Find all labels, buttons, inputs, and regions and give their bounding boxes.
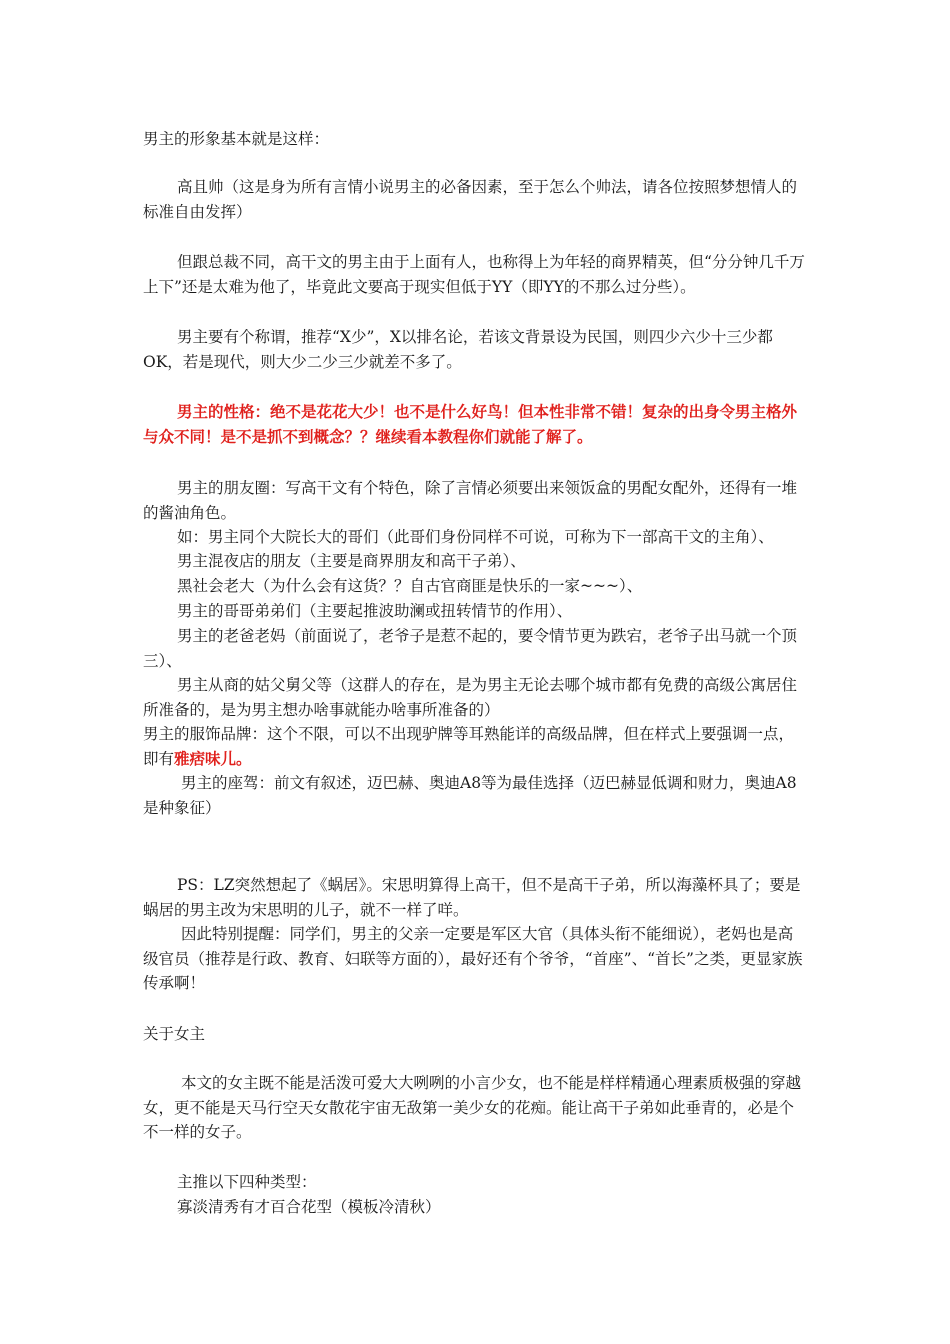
paragraph-parents: 男主的老爸老妈（前面说了，老爷子是惹不起的，要令情节更为跌宕，老爷子出马就一个顶三）、 [143,627,798,670]
paragraph-car: 男主的座驾：前文有叙述，迈巴赫、奥迪A8等为最佳选择（迈巴赫显低调和财力，奥迪A8是种象征） [143,774,797,817]
paragraph-looks: 高且帅（这是身为所有言情小说男主的必备因素，至于怎么个帅法，请各位按照梦想情人的标准自由发挥） [143,178,798,221]
paragraph-title: 男主要有个称谓，推荐“X少”，X以排名论，若该文背景设为民国，则四少六少十三少都OK，若是现代，则大少二少三少就差不多了。 [143,328,773,371]
friends-list-item: 如：男主同个大院长大的哥们（此哥们身份同样不可说，可称为下一部高干文的主角）、 [177,528,774,546]
female-lead-heading: 关于女主 [143,1025,206,1043]
paragraph-types: 主推以下四种类型： [177,1173,317,1191]
male-lead-heading: 男主的形象基本就是这样： [143,130,330,148]
friends-list-item: 男主的哥哥弟弟们（主要起推波助澜或扭转情节的作用）、 [177,602,573,620]
paragraph-type-1: 寡淡清秀有才百合花型（模板冷清秋） [177,1198,441,1216]
paragraph-brand [143,722,808,771]
brand-text: 男主的服饰品牌：这个不限，可以不出现驴牌等耳熟能详的高级品牌，但在样式上要强调一点，即有 [143,725,795,768]
paragraph-relatives: 男主从商的姑父舅父等（这群人的存在，是为男主无论去哪个城市都有免费的高级公寓居住所准备的，是为男主想办啥事就能办啥事所准备的） [143,676,798,719]
brand-highlight: 雅痞味儿。 [174,748,252,768]
paragraph-character: 男主的性格：绝不是花花大少！也不是什么好鸟！但本性非常不错！复杂的出身令男主格外与众不同！是不是抓不到概念？？继续看本教程你们就能了解了。 [143,402,798,446]
friends-list-item: 男主混夜店的朋友（主要是商界朋友和高干子弟）、 [177,552,526,570]
paragraph-female: 本文的女主既不能是活泼可爱大大咧咧的小言少女，也不能是样样精通心理素质极强的穿越女，更不能是天马行空天女散花宇宙无敌第一美少女的花痴。能让高干子弟如此垂青的，必是个不一样的女子。 [143,1074,802,1141]
paragraph-reminder: 因此特别提醒：同学们，男主的父亲一定要是军区大官（具体头衔不能细说），老妈也是高级官员（推荐是行政、教育、妇联等方面的），最好还有个爷爷，“首座”、“首长”之类，更显家族传承啊！ [143,925,803,992]
paragraph-ceo: 但跟总裁不同，高干文的男主由于上面有人，也称得上为年轻的商界精英，但“分分钟几千万上下”还是太难为他了，毕竟此文要高于现实但低于YY（即YY的不那么过分些）。 [143,253,805,296]
friends-list-item: 黑社会老大（为什么会有这货？？自古官商匪是快乐的一家~~~）、 [177,577,643,595]
paragraph-friends: 男主的朋友圈：写高干文有个特色，除了言情必须要出来领饭盒的男配女配外，还得有一堆的酱油角色。 [143,479,798,522]
paragraph-ps: PS：LZ突然想起了《蜗居》。宋思明算得上高干，但不是高干子弟，所以海藻杯具了；要是蜗居的男主改为宋思明的儿子，就不一样了咩。 [143,876,801,919]
